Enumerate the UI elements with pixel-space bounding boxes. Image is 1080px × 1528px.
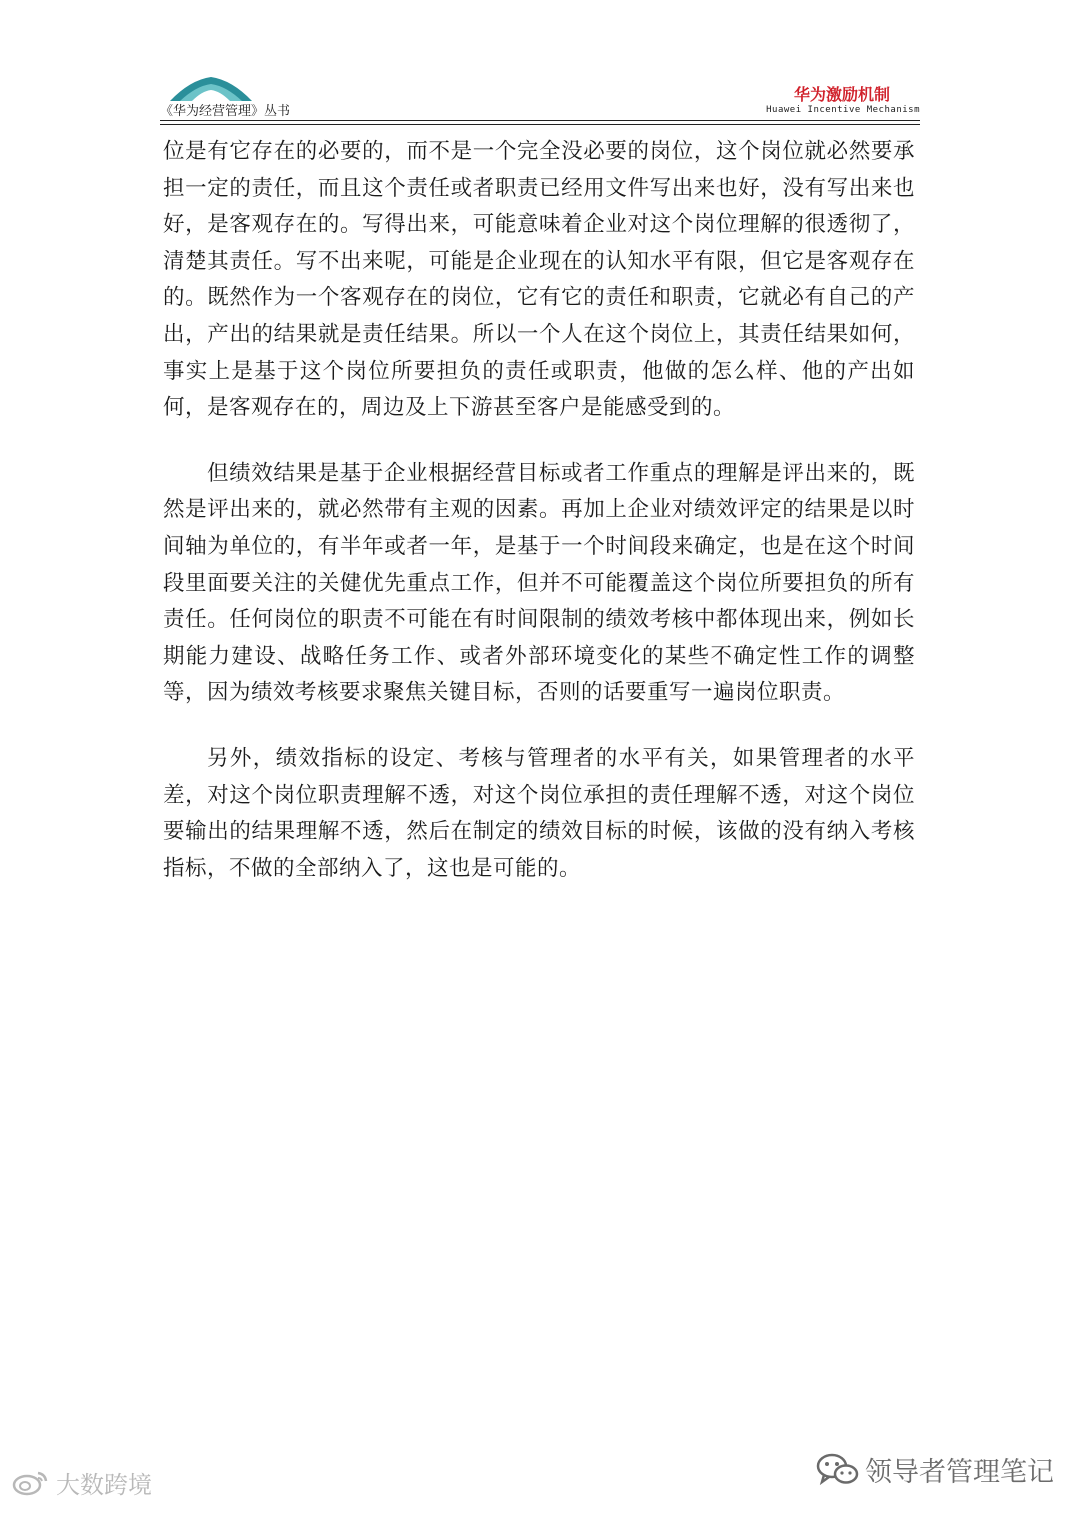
paragraph: 另外，绩效指标的设定、考核与管理者的水平有关，如果管理者的水平差，对这个岗位职责理解不透，对这个岗位承担的责任理解不透，对这个岗位要输出的结果理解不透，然后在制定的绩效目标的时候，该做的没有纳入考核指标，不做的全部纳入了，这也是可能的。 [163, 745, 915, 881]
weibo-icon [10, 1468, 50, 1496]
watermark-right-text: 领导者管理笔记 [865, 1456, 1054, 1488]
body-text [163, 134, 915, 916]
wechat-icon [815, 1451, 859, 1487]
paragraph: 位是有它存在的必要的，而不是一个完全没必要的岗位，这个岗位就必然要承担一定的责任，而且这个责任或者职责已经用文件写出来也好，没有写出来也好，是客观存在的。写得出来，可能意味着企业对这个岗位理解的很透彻了，清楚其责任。写不出来呢，可能是企业现在的认知水平有限，但它是客观存在的。既然作为一个客观存在的岗位，它有它的责任和职责，它就必有自己的产出，产出的结果就是责任结果。所以一个人在这个岗位上，其责任结果如何，事实上是基于这个岗位所要担负的责任或职责，他做的怎么样、他的产出如何，是客观存在的，周边及上下游甚至客户是能感受到的。 [163, 139, 915, 421]
mountain-logo-icon [168, 74, 254, 102]
watermark-right [815, 1447, 1054, 1491]
brand-title: 华为激励机制 [793, 85, 890, 104]
paragraph: 但绩效结果是基于企业根据经营目标或者工作重点的理解是评出来的，既然是评出来的，就必然带有主观的因素。再加上企业对绩效评定的结果是以时间轴为单位的，有半年或者一年，是基于一个时间段来确定，也是在这个时间段里面要关注的关健优先重点工作，但并不可能覆盖这个岗位所要担负的所有责任。任何岗位的职责不可能在有时间限制的绩效考核中都体现出来，例如长期能力建设、战略任务工作、或者外部环境变化的某些不确定性工作的调整等，因为绩效考核要求聚焦关键目标，否则的话要重写一遍岗位职责。 [163, 460, 915, 706]
header-divider [160, 120, 920, 125]
brand-subtitle: Huawei Incentive Mechanism [766, 105, 920, 115]
watermark-left-text: 大数跨境 [56, 1470, 152, 1499]
series-title: 《华为经营管理》丛书 [160, 104, 291, 119]
page-header [160, 70, 920, 122]
watermark-left [10, 1462, 152, 1502]
